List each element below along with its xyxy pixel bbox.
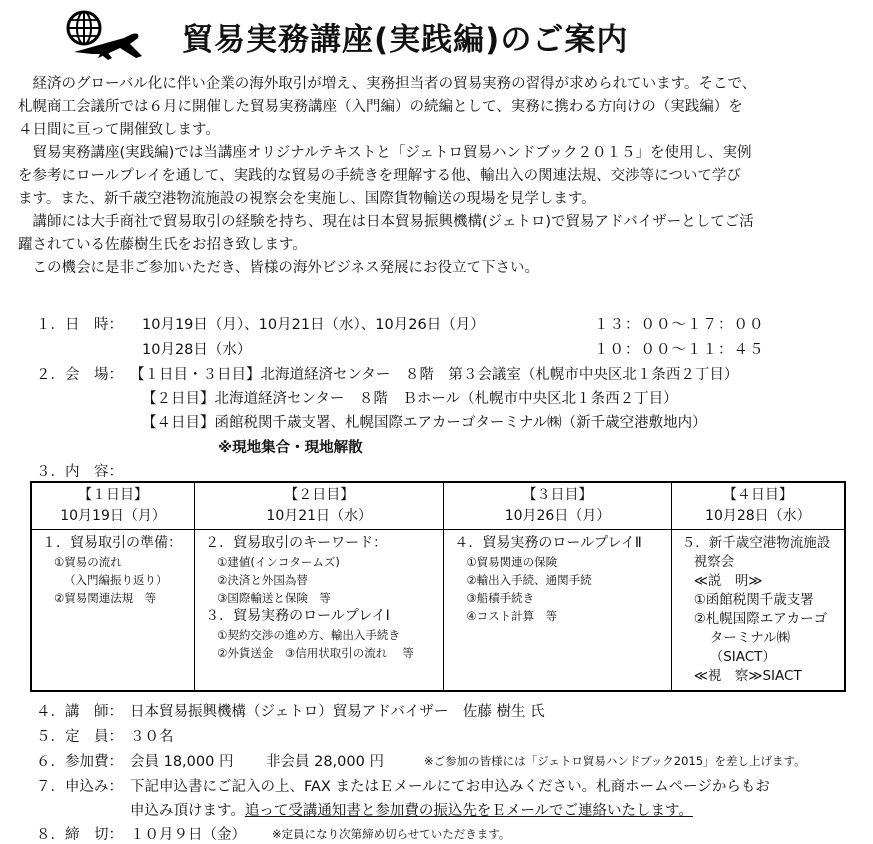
intro-line: 貿易実務講座(実践編)では当講座オリジナルテキストと「ジェトロ貿易ハンドブック２０１５」を使用し、実例 xyxy=(18,145,752,161)
content-label: ３．内 容： xyxy=(36,464,123,480)
topic-item: ターミナル㈱ xyxy=(709,630,791,646)
intro-line: 経済のグローバル化に伴い企業の海外取引が増え、実務担当者の貿易実務の習得が求められています。そこで、 xyxy=(18,76,757,92)
topic-item: ④コスト計算 等 xyxy=(466,609,558,623)
topic-item: ≪視 察≫SIACT xyxy=(693,668,802,684)
topic-item: （入門編振り返り） xyxy=(64,573,168,587)
schedule-time-1: １３：００～１７：００ xyxy=(594,317,765,333)
topic-heading: １．貿易取引の準備： xyxy=(42,535,182,551)
topic-heading: ２．貿易取引のキーワード： xyxy=(205,535,388,551)
lecturer-label: ４．講 師： xyxy=(36,704,123,720)
intro-line: 躍されている佐藤樹生氏をお招き致します。 xyxy=(18,237,307,253)
capacity-value: ３０名 xyxy=(130,729,174,745)
intro-line: ４日間に亘って開催致します。 xyxy=(18,122,220,138)
topic-heading: ４．貿易実務のロールプレイⅡ xyxy=(454,535,642,551)
lecturer-value: 日本貿易振興機構（ジェトロ）貿易アドバイザー 佐藤 樹生 氏 xyxy=(130,704,545,720)
capacity-label: ５．定 員： xyxy=(36,729,123,745)
schedule-dates-1: 10月19日（月）、10月21日（水）、10月26日（月） xyxy=(142,317,485,333)
schedule-dates-2: 10月28日（水） xyxy=(142,342,252,358)
course-schedule-table xyxy=(30,481,846,692)
schedule-label: １．日 時： xyxy=(36,317,123,333)
day-content xyxy=(671,530,845,692)
topic-item: ②輸出入手続、通関手続 xyxy=(466,573,592,587)
topic-item: ①貿易関連の保険 xyxy=(466,555,558,569)
day-content xyxy=(31,530,195,692)
topic-item: ②貿易関連法規 等 xyxy=(54,591,157,605)
intro-line: 講師には大手商社で貿易取引の経験を持ち、現在は日本貿易振興機構(ジェトロ)で貿易アドバイザーとしてご活 xyxy=(18,214,754,230)
intro-line: 札幌商工会議所では６月に開催した貿易実務講座（入門編）の続編として、実務に携わる方向けの（実践編）を xyxy=(18,99,743,115)
topic-item: ②決済と外国為替 xyxy=(217,573,308,587)
fee-label: ６．参加費： xyxy=(36,754,123,770)
venue-line-1: 【１日目・３日目】北海道経済センター ８階 第３会議室（札幌市中央区北１条西２丁目） xyxy=(130,367,739,383)
table-content-row xyxy=(31,530,845,692)
topic-item: ≪説 明≫ xyxy=(693,573,763,589)
venue-note: ※現地集合・現地解散 xyxy=(218,440,363,456)
deadline-note: ※定員になり次第締め切らせていただきます。 xyxy=(272,827,511,841)
venue-label: ２．会 場： xyxy=(36,367,123,383)
day-header: 【３日目】 10月26日（月） xyxy=(444,482,671,530)
topic-heading: ３．貿易実務のロールプレイⅠ xyxy=(205,608,390,624)
apply-line-2-plain: 申込み頂けます。 xyxy=(130,803,245,819)
deadline-label: ８．締 切： xyxy=(36,827,123,843)
venue-line-3: 【４日目】函館税関千歳支署、札幌国際エアカーゴターミナル㈱（新千歳空港敷地内） xyxy=(142,415,707,431)
day-content xyxy=(195,530,444,692)
day-header: 【４日目】 10月28日（水） xyxy=(671,482,845,530)
fee-member: 会員 18,000 円 xyxy=(130,754,234,770)
deadline-value: １０月９日（金） xyxy=(130,827,246,843)
intro-line: ます。また、新千歳空港物流施設の視察会を実施し、国際貨物輸送の現場を見学します。 xyxy=(18,191,596,207)
intro-line: この機会に是非ご参加いただき、皆様の海外ビジネス発展にお役立て下さい。 xyxy=(18,260,539,276)
apply-line-2 xyxy=(130,799,693,820)
intro-line: を参考にロールプレイを通して、実践的な貿易の手続きを理解する他、輸出入の関連法規、交渉等について学び xyxy=(18,168,741,184)
fee-note: ※ご参加の皆様には「ジェトロ貿易ハンドブック2015」を差し上げます。 xyxy=(424,754,806,768)
topic-item: ①契約交渉の進め方、輸出入手続き xyxy=(217,628,400,642)
fee-nonmember: 非会員 28,000 円 xyxy=(266,754,384,770)
topic-item: ①函館税関千歳支署 xyxy=(693,592,814,608)
table-header-row xyxy=(31,482,845,530)
topic-item: ５．新千歳空港物流施設 xyxy=(681,535,831,551)
apply-line-1: 下記申込書にご記入の上、FAX またはＥメールにてお申込みください。札商ホームページからもお xyxy=(130,779,770,795)
globe-airplane-icon xyxy=(64,8,174,64)
topic-item: ①建値(インコタームズ) xyxy=(217,555,340,569)
topic-item: ③国際輸送と保険 等 xyxy=(217,591,331,605)
topic-item: ②外貨送金 ③信用状取引の流れ 等 xyxy=(217,646,414,660)
topic-item: ①貿易の流れ xyxy=(54,555,122,569)
page-title: 貿易実務講座(実践編)のご案内 xyxy=(182,22,629,58)
schedule-time-2: １０：００～１１：４５ xyxy=(594,342,765,358)
day-header: 【１日目】 10月19日（月） xyxy=(31,482,195,530)
venue-line-2: 【２日目】北海道経済センター ８階 Ｂホール（札幌市中央区北１条西２丁目） xyxy=(142,391,678,407)
topic-item: 視察会 xyxy=(693,554,735,570)
topic-item: ②札幌国際エアカーゴ xyxy=(693,611,828,627)
apply-line-2-underlined: 追って受講通知書と参加費の振込先をＥメールでご連絡いたします。 xyxy=(244,803,693,819)
topic-item: ③船積手続き xyxy=(466,591,535,605)
topic-item: （SIACT） xyxy=(709,649,776,665)
apply-label: ７．申込み： xyxy=(36,779,123,795)
day-content xyxy=(444,530,671,692)
day-header: 【２日目】 10月21日（水） xyxy=(195,482,444,530)
